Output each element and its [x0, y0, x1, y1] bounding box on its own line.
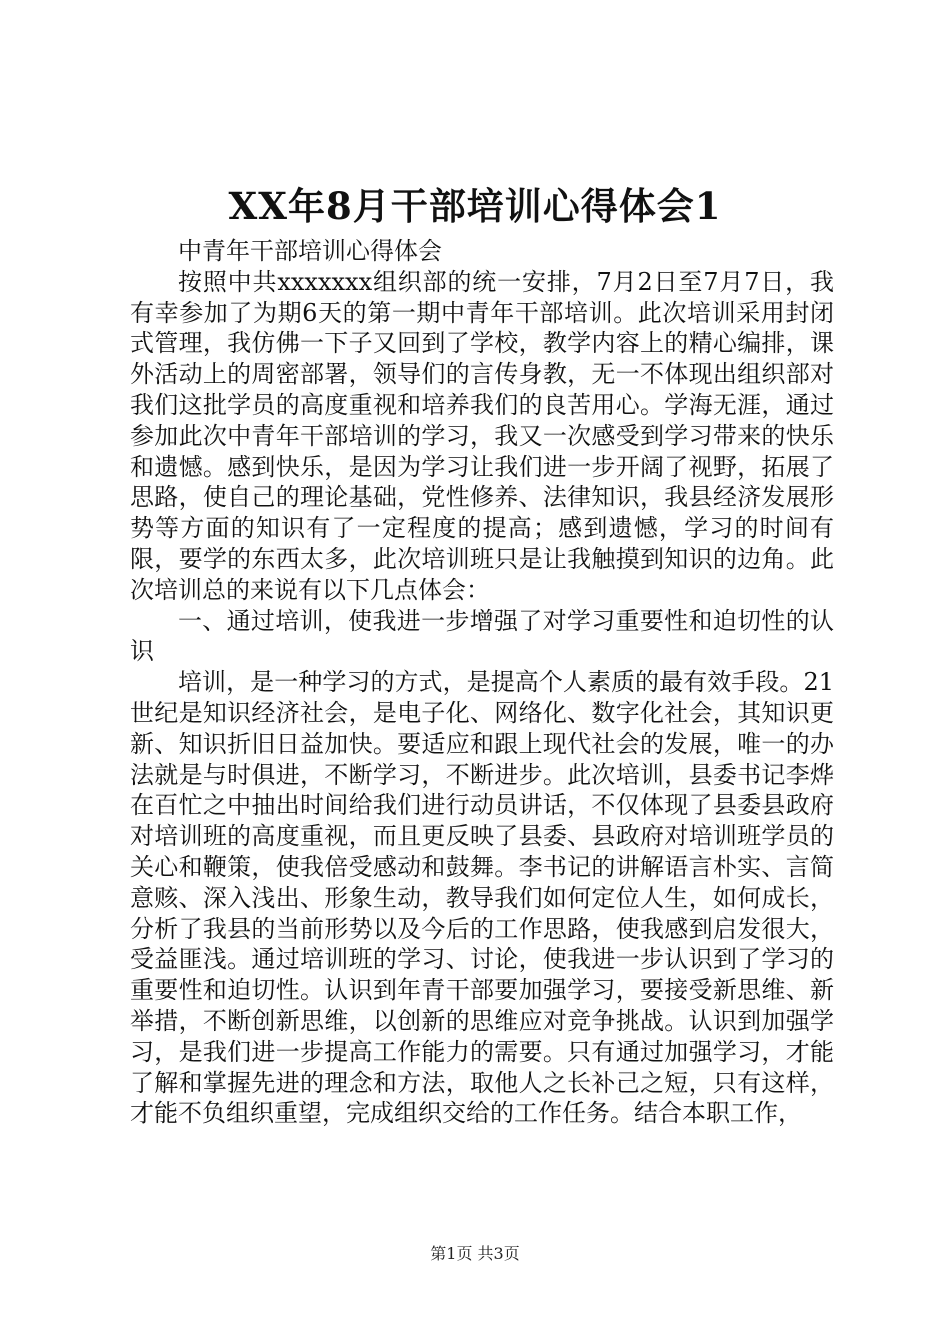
- document-body: [130, 236, 834, 1129]
- page-number-footer: 第1页 共3页: [430, 1244, 520, 1263]
- subtitle-paragraph: 中青年干部培训心得体会: [178, 237, 442, 265]
- section-heading-paragraph: 一、通过培训，使我进一步增强了对学习重要性和迫切性的认识: [130, 606, 834, 666]
- document-title: XX年8月干部培训心得体会1: [228, 184, 722, 228]
- body-paragraph: 按照中共xxxxxxx组织部的统一安排，7月2日至7月7日，我有幸参加了为期6天的第一期中青年干部培训。此次培训采用封闭式管理，我仿佛一下子又回到了学校，教学内容上的精心编排，课外活动上的周密部署，领导们的言传身教，无一不体现出组织部对我们这批学员的高度重视和培养我们的良苦用心。学海无涯，通过参加此次中青年干部培训的学习，我又一次感受到学习带来的快乐和遗憾。感到快乐，是因为学习让我们进一步开阔了视野，拓展了思路，使自己的理论基础，党性修养、法律知识，我县经济发展形势等方面的知识有了一定程度的提高；感到遗憾，学习的时间有限，要学的东西太多，此次培训班只是让我触摸到知识的边角。此次培训总的来说有以下几点体会：: [130, 267, 834, 604]
- body-paragraph: 培训，是一种学习的方式，是提高个人素质的最有效手段。21世纪是知识经济社会，是电子化、网络化、数字化社会，其知识更新、知识折旧日益加快。要适应和跟上现代社会的发展，唯一的办法就是与时俱进，不断学习，不断进步。此次培训，县委书记李烨在百忙之中抽出时间给我们进行动员讲话，不仅体现了县委县政府对培训班的高度重视，而且更反映了县委、县政府对培训班学员的关心和鞭策，使我倍受感动和鼓舞。李书记的讲解语言朴实、言简意赅、深入浅出、形象生动，教导我们如何定位人生，如何成长，分析了我县的当前形势以及今后的工作思路，使我感到启发很大，受益匪浅。通过培训班的学习、讨论，使我进一步认识到了学习的重要性和迫切性。认识到年青干部要加强学习，要接受新思维、新举措，不断创新思维，以创新的思维应对竞争挑战。认识到加强学习，是我们进一步提高工作能力的需要。只有通过加强学习，才能了解和掌握先进的理念和方法，取他人之长补己之短，只有这样，才能不负组织重望，完成组织交给的工作任务。结合本职工作，: [130, 668, 834, 1128]
